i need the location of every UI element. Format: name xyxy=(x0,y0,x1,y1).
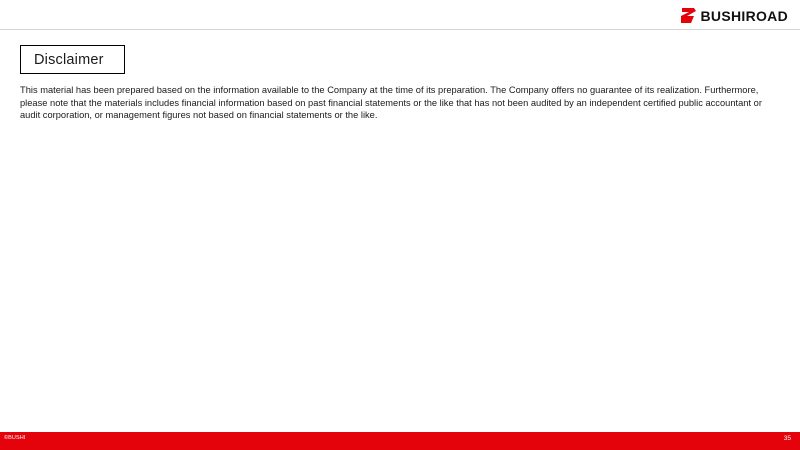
disclaimer-body xyxy=(20,84,777,122)
slide-header xyxy=(0,0,800,30)
footer-copyright: ©BUSHI xyxy=(4,435,26,441)
bushiroad-logo-text: BUSHIROAD xyxy=(700,7,788,24)
slide-footer xyxy=(0,432,800,450)
bushiroad-logo xyxy=(681,7,788,24)
header-divider xyxy=(0,29,800,30)
disclaimer-paragraph: This material has been prepared based on the information available to the Company at the time of its preparation. The Company offers no guarantee of its realization. Furthermore, please note that the materials includes financial information based on past financial statements or the like that has not been audited by an independent certified public accountant or audit corporation, or management figures not based on financial statements or the like. xyxy=(20,85,762,121)
page-title: Disclaimer xyxy=(34,51,104,68)
bushiroad-logo-mark-icon xyxy=(681,7,697,24)
footer-page-number: 35 xyxy=(783,435,791,442)
disclaimer-title-box xyxy=(20,45,125,74)
